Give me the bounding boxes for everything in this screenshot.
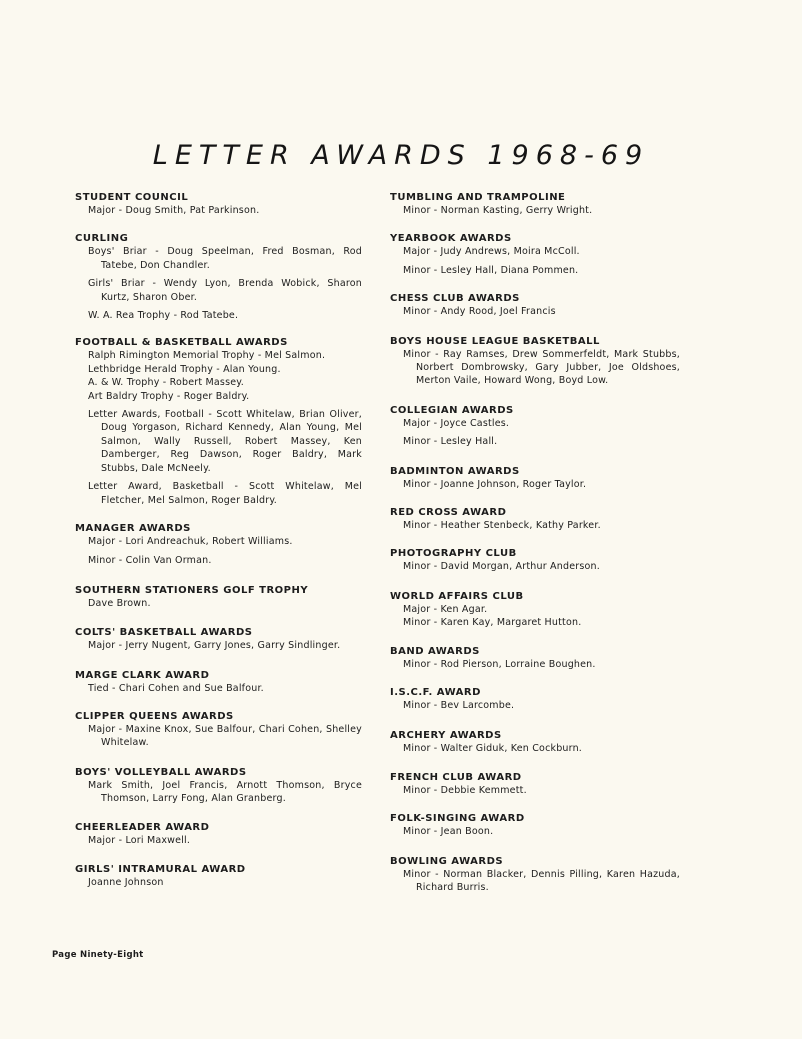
award-entry: Art Baldry Trophy - Roger Baldry. bbox=[88, 390, 250, 402]
award-heading: FOLK-SINGING AWARD bbox=[390, 813, 525, 825]
award-entry: Minor - Norman Blacker, Dennis Pilling, Karen Hazuda, Richard Burris. bbox=[403, 868, 680, 894]
award-entry: A. & W. Trophy - Robert Massey. bbox=[88, 377, 244, 389]
award-heading: FOOTBALL & BASKETBALL AWARDS bbox=[75, 337, 288, 349]
award-entry: Letter Award, Basketball - Scott Whitelaw, Mel Fletcher, Mel Salmon, Roger Baldry. bbox=[88, 481, 362, 506]
award-heading: PHOTOGRAPHY CLUB bbox=[390, 548, 517, 560]
award-entry: Mark Smith, Joel Francis, Arnott Thomson, Bryce Thomson, Larry Fong, Alan Granberg. bbox=[88, 779, 362, 805]
award-section bbox=[390, 292, 680, 318]
award-entry: Major - Jerry Nugent, Garry Jones, Garry Sindlinger. bbox=[88, 640, 341, 652]
award-heading: BOWLING AWARDS bbox=[390, 855, 504, 867]
award-entry: Dave Brown. bbox=[88, 597, 151, 609]
award-section bbox=[390, 404, 680, 449]
award-section bbox=[75, 710, 362, 750]
award-section bbox=[390, 812, 680, 838]
award-section bbox=[390, 771, 680, 797]
award-entry: Ralph Rimington Memorial Trophy - Mel Salmon. bbox=[88, 350, 326, 362]
award-section bbox=[390, 547, 680, 573]
award-heading: YEARBOOK AWARDS bbox=[390, 233, 512, 245]
award-section bbox=[390, 232, 680, 277]
award-entry: Boys' Briar - Doug Speelman, Fred Bosman, Rod Tatebe, Don Chandler. bbox=[88, 246, 362, 271]
award-heading: STUDENT COUNCIL bbox=[75, 192, 189, 203]
award-entry: Minor - Debbie Kemmett. bbox=[403, 784, 527, 796]
award-entry: Letter Awards, Football - Scott Whitelaw, Brian Oliver, Doug Yorgason, Richard Kennedy, Alan Young, Mel Salmon, Wally Russell, Robert Massey, Ken Damberger, Reg Dawson, Roger Baldry, Mark Stubbs, Dale McNeely. bbox=[88, 409, 362, 474]
award-entry: Joanne Johnson bbox=[88, 876, 164, 888]
award-entry: Major - Ken Agar. bbox=[403, 603, 488, 615]
award-heading: BOYS HOUSE LEAGUE BASKETBALL bbox=[390, 335, 600, 347]
award-section bbox=[390, 729, 680, 755]
award-section bbox=[75, 191, 362, 217]
award-heading: FRENCH CLUB AWARD bbox=[390, 771, 522, 783]
award-heading: BOYS' VOLLEYBALL AWARDS bbox=[75, 766, 247, 778]
award-section bbox=[75, 766, 362, 806]
award-section bbox=[390, 686, 680, 712]
award-section bbox=[75, 821, 362, 847]
award-entry: Minor - Rod Pierson, Lorraine Boughen. bbox=[403, 658, 596, 670]
award-heading: COLLEGIAN AWARDS bbox=[390, 404, 514, 416]
award-heading: MANAGER AWARDS bbox=[75, 522, 191, 534]
award-heading: GIRLS' INTRAMURAL AWARD bbox=[75, 863, 246, 875]
award-section bbox=[75, 584, 362, 610]
award-entry: Minor - Bev Larcombe. bbox=[403, 700, 515, 712]
award-entry: Minor - Walter Giduk, Ken Cockburn. bbox=[403, 742, 583, 754]
award-heading: CHEERLEADER AWARD bbox=[75, 821, 210, 833]
award-section bbox=[390, 590, 680, 630]
award-entry: Lethbridge Herald Trophy - Alan Young. bbox=[88, 363, 281, 375]
award-section bbox=[75, 863, 362, 889]
award-heading: SOUTHERN STATIONERS GOLF TROPHY bbox=[75, 584, 309, 596]
right-column bbox=[390, 191, 680, 895]
award-section bbox=[390, 855, 680, 895]
award-entry: Tied - Chari Cohen and Sue Balfour. bbox=[88, 682, 264, 694]
award-entry: Minor - Heather Stenbeck, Kathy Parker. bbox=[403, 520, 601, 532]
award-heading: RED CROSS AWARD bbox=[390, 507, 507, 519]
award-entry: Minor - Norman Kasting, Gerry Wright. bbox=[403, 205, 593, 216]
award-entry: Major - Doug Smith, Pat Parkinson. bbox=[88, 205, 260, 216]
award-section bbox=[75, 626, 362, 652]
award-entry: Minor - Lesley Hall. bbox=[403, 436, 498, 448]
award-heading: ARCHERY AWARDS bbox=[390, 729, 502, 741]
award-section bbox=[390, 645, 680, 671]
award-heading: BAND AWARDS bbox=[390, 645, 480, 657]
award-entry: Minor - Colin Van Orman. bbox=[88, 555, 212, 567]
award-heading: CLIPPER QUEENS AWARDS bbox=[75, 710, 234, 722]
award-entry: Minor - Joanne Johnson, Roger Taylor. bbox=[403, 478, 587, 490]
award-entry: Minor - Lesley Hall, Diana Pommen. bbox=[403, 264, 579, 276]
award-heading: MARGE CLARK AWARD bbox=[75, 669, 210, 681]
page-title: LETTER AWARDS 1968-69 bbox=[152, 140, 650, 171]
award-entry: Minor - Andy Rood, Joel Francis bbox=[403, 306, 556, 318]
award-heading: CURLING bbox=[75, 233, 129, 245]
award-entry: Major - Judy Andrews, Moira McColl. bbox=[403, 246, 580, 258]
award-section bbox=[75, 232, 362, 322]
award-entry: Major - Joyce Castles. bbox=[403, 417, 510, 429]
award-section bbox=[75, 669, 362, 695]
award-heading: COLTS' BASKETBALL AWARDS bbox=[75, 627, 253, 639]
award-entry: Major - Lori Maxwell. bbox=[88, 834, 191, 846]
award-entry: Minor - Ray Ramses, Drew Sommerfeldt, Mark Stubbs, Norbert Dombrowsky, Gary Jubber, Joe Oldshoes, Merton Vaile, Howard Wong, Boyd Low. bbox=[403, 348, 680, 387]
page-number-footer: Page Ninety-Eight bbox=[52, 950, 144, 960]
award-section bbox=[75, 336, 362, 506]
award-heading: BADMINTON AWARDS bbox=[390, 465, 520, 477]
award-section bbox=[390, 335, 680, 388]
left-column bbox=[75, 191, 362, 889]
award-heading: WORLD AFFAIRS CLUB bbox=[390, 590, 524, 602]
award-entry: Girls' Briar - Wendy Lyon, Brenda Wobick, Sharon Kurtz, Sharon Ober. bbox=[88, 278, 362, 303]
award-entry: Major - Maxine Knox, Sue Balfour, Chari Cohen, Shelley Whitelaw. bbox=[88, 723, 362, 749]
award-heading: I.S.C.F. AWARD bbox=[390, 687, 481, 699]
award-section bbox=[390, 191, 680, 217]
award-entry: Minor - David Morgan, Arthur Anderson. bbox=[403, 561, 600, 573]
award-entry: Major - Lori Andreachuk, Robert Williams. bbox=[88, 535, 293, 547]
award-entry: Minor - Karen Kay, Margaret Hutton. bbox=[403, 617, 582, 629]
award-heading: CHESS CLUB AWARDS bbox=[390, 293, 520, 305]
award-section bbox=[390, 465, 680, 491]
award-entry: Minor - Jean Boon. bbox=[403, 826, 494, 838]
award-section bbox=[75, 522, 362, 568]
award-section bbox=[390, 506, 680, 532]
award-entry: W. A. Rea Trophy - Rod Tatebe. bbox=[88, 310, 239, 322]
award-heading: TUMBLING AND TRAMPOLINE bbox=[390, 192, 566, 203]
